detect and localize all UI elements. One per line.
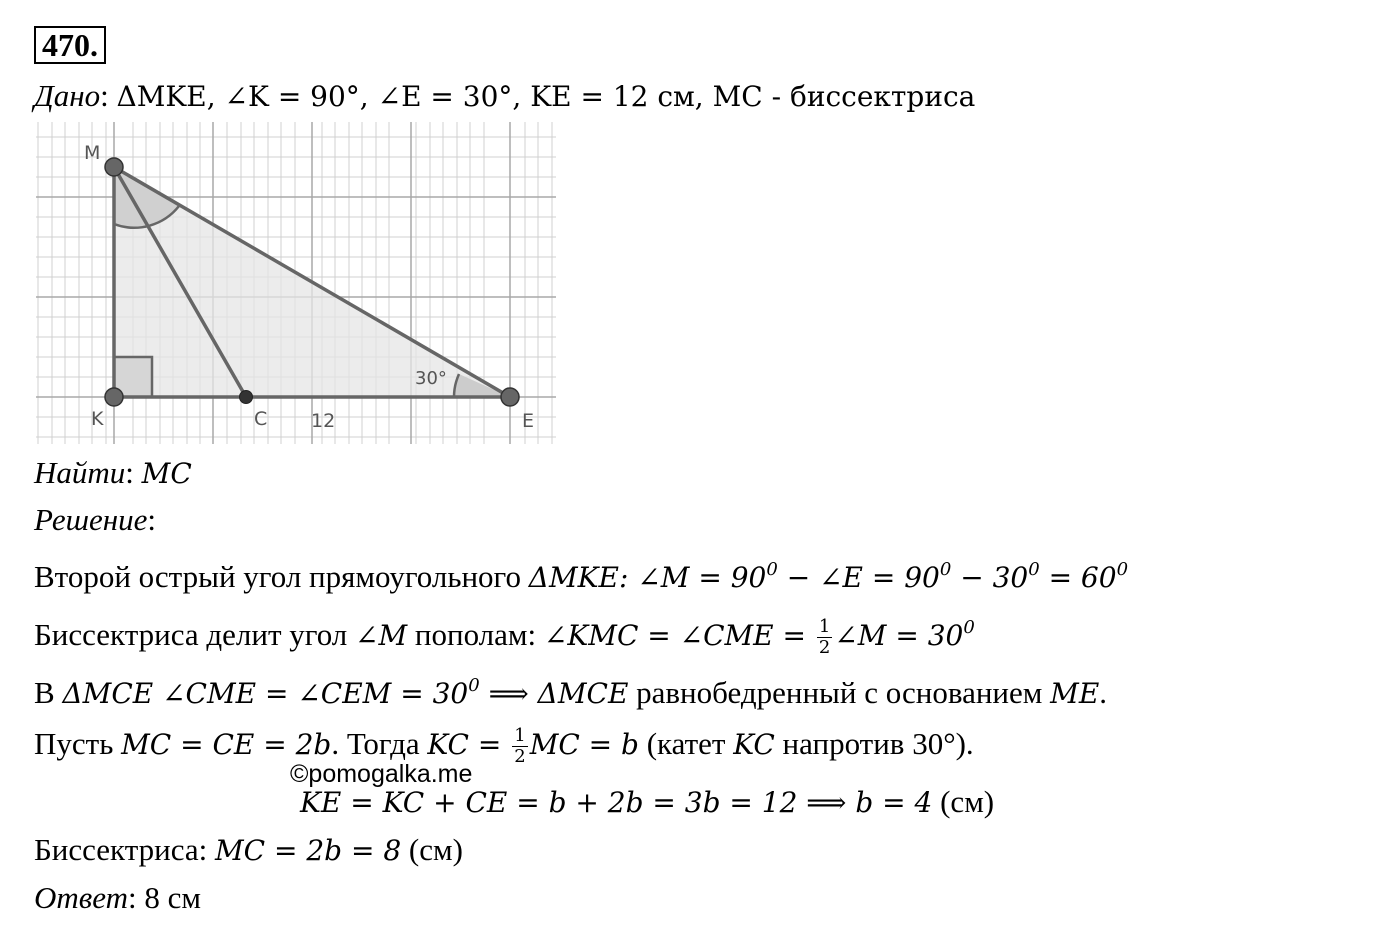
point-k <box>105 388 123 406</box>
label-side-ke: 12 <box>311 410 336 432</box>
find-label: Найти <box>34 455 126 490</box>
solution-line-1 <box>34 550 1128 598</box>
solution-line-4: Пусть MC = CE = 2b. Тогда KC = $\frac{1}{2}$ MC = b (катет KC напротив 30°). <box>34 725 974 768</box>
l3-text2: равнобедренный с основанием <box>628 675 1051 710</box>
label-c: C <box>254 408 268 430</box>
l2-text2: пополам: <box>407 617 544 652</box>
label-angle-e: 30° <box>415 368 447 389</box>
l6-text2: (см) <box>401 832 463 867</box>
l3-text: В <box>34 675 63 710</box>
fraction-half: $\frac{1}{2}$ <box>818 616 831 659</box>
solution-line-5: KE = KC + CE = b + 2b = 3b = 12 ⟹ b = 4 (см) <box>300 784 995 819</box>
answer-value: 8 см <box>144 880 201 915</box>
l4-text4: напротив 30°). <box>774 726 974 761</box>
l1-text: Второй острый угол прямоугольного <box>34 559 529 594</box>
find-value: MC <box>141 457 192 490</box>
label-m: M <box>84 142 101 164</box>
l4-text2: . Тогда <box>331 726 428 761</box>
point-c <box>240 391 253 404</box>
solution-line-2: Биссектриса делит угол ∠M пополам: ∠KMC = ∠CME = $\frac{1}{2}$ ∠M = $30^0$ <box>34 616 975 659</box>
l4-text3: (катет <box>638 726 734 761</box>
problem-number: 470. <box>34 26 106 64</box>
given-label: Дано <box>34 78 101 113</box>
l2-text: Биссектриса делит угол <box>34 617 356 652</box>
find-line: Найти: MC <box>34 455 192 490</box>
fraction-half-2: $\frac{1}{2}$ <box>514 725 526 768</box>
given-line: Дано: ΔMKE, ∠K = 90°, ∠E = 30°, KE = 12 см, MC - биссектриса <box>34 78 976 113</box>
solution-label-line: Решение: <box>34 502 156 537</box>
answer-line: Ответ: 8 см <box>34 880 201 915</box>
label-k: K <box>91 408 104 430</box>
l6-text: Биссектриса: <box>34 832 215 867</box>
watermark: ©pomogalka.me <box>290 760 473 788</box>
l1-math: ΔMKE: ∠M = $90^0$ − ∠E = $90^0 - 30^0 = 60^0$ <box>528 559 1129 594</box>
solution-line-3: В ΔMCE ∠CME = ∠CEM = $30^0$ ⟹ ΔMCE равнобедренный с основанием ME. <box>34 675 1108 710</box>
given-text: ΔMKE, ∠K = 90°, ∠E = 30°, KE = 12 см, MC - биссектриса <box>116 80 976 113</box>
answer-label: Ответ <box>34 880 128 915</box>
label-e: E <box>522 410 535 432</box>
l4-text: Пусть <box>34 726 122 761</box>
solution-label: Решение <box>34 502 148 537</box>
point-m <box>105 158 123 176</box>
triangle-figure <box>36 122 556 444</box>
solution-line-6: Биссектриса: MC = 2b = 8 (см) <box>34 832 463 867</box>
point-e <box>501 388 519 406</box>
